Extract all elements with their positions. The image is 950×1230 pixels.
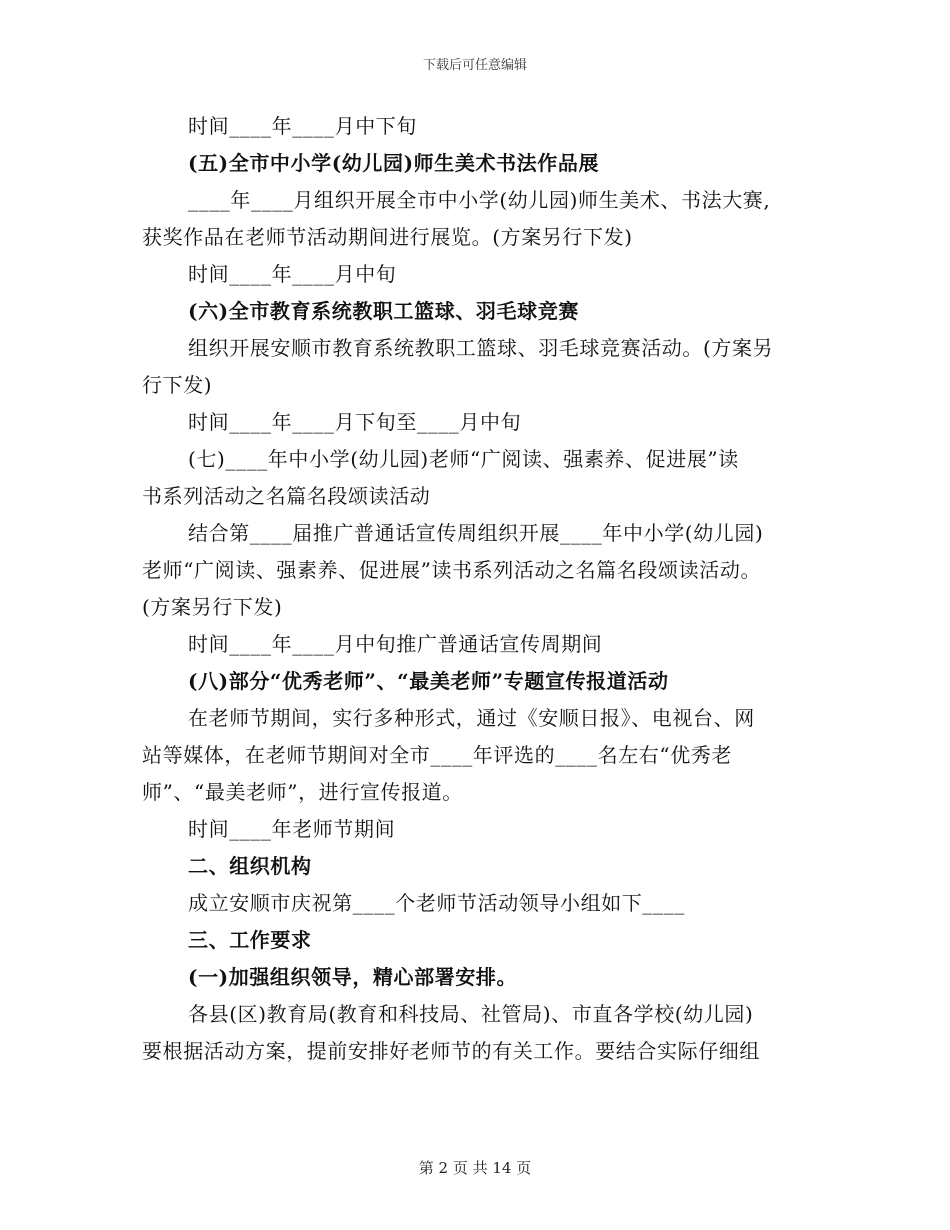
section-heading: 三、工作要求 xyxy=(188,928,312,952)
body-line: 老师“广阅读、强素养、促进展”读书系列活动之名篇名段颂读活动。 xyxy=(142,558,762,582)
body-line: 师”、“最美老师”，进行宣传报道。 xyxy=(142,780,463,804)
body-line: 时间____年____月中旬 xyxy=(188,262,397,286)
body-line: 站等媒体，在老师节期间对全市____年评选的____名左右“优秀老 xyxy=(142,743,733,767)
body-line: 行下发) xyxy=(142,373,213,397)
document-body xyxy=(142,108,807,1070)
body-line: 时间____年____月中下旬 xyxy=(188,114,417,138)
body-line: 要根据活动方案，提前安排好老师节的有关工作。要结合实际仔细组 xyxy=(142,1039,760,1063)
body-line: 组织开展安顺市教育系统教职工篮球、羽毛球竞赛活动。(方案另 xyxy=(188,336,774,360)
body-line: 结合第____届推广普通话宣传周组织开展____年中小学(幼儿园) xyxy=(188,521,764,545)
body-line: 在老师节期间，实行多种形式，通过《安顺日报》、电视台、网 xyxy=(188,706,755,730)
body-line: 获奖作品在老师节活动期间进行展览。(方案另行下发) xyxy=(142,225,633,249)
body-line: 时间____年____月下旬至____月中旬 xyxy=(188,410,522,434)
body-line: 成立安顺市庆祝第____个老师节活动领导小组如下____ xyxy=(188,891,685,915)
section-heading: 二、组织机构 xyxy=(188,854,312,878)
body-line: (方案另行下发) xyxy=(142,595,283,619)
section-heading: (六)全市教育系统教职工篮球、羽毛球竞赛 xyxy=(188,299,579,323)
section-heading: (一)加强组织领导，精心部署安排。 xyxy=(188,965,518,989)
page-header: 下载后可任意编辑 xyxy=(422,58,527,73)
page-footer: 第 2 页 共 14 页 xyxy=(418,1159,532,1177)
body-line: 时间____年____月中旬推广普通话宣传周期间 xyxy=(188,632,603,656)
section-heading: (五)全市中小学(幼儿园)师生美术书法作品展 xyxy=(188,151,600,175)
body-line: 书系列活动之名篇名段颂读活动 xyxy=(142,484,431,508)
body-line: ____年____月组织开展全市中小学(幼儿园)师生美术、书法大赛, xyxy=(188,188,771,212)
body-line: 时间____年老师节期间 xyxy=(188,817,396,841)
body-line: (七)____年中小学(幼儿园)老师“广阅读、强素养、促进展”读 xyxy=(188,447,739,471)
body-line: 各县(区)教育局(教育和科技局、社管局)、市直各学校(幼儿园) xyxy=(188,1002,754,1026)
section-heading: (八)部分“优秀老师”、“最美老师”专题宣传报道活动 xyxy=(188,669,669,693)
